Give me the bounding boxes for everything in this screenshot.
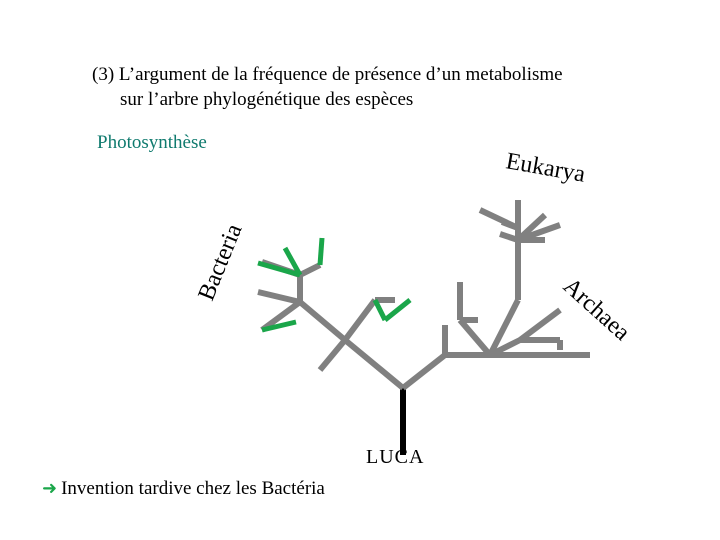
- luca-label: LUCA: [366, 446, 425, 468]
- archaea-branch: [520, 310, 560, 340]
- bacteria-branch: [258, 292, 300, 302]
- bacteria-branch: [300, 302, 345, 340]
- right-arrow-icon: ➜: [42, 478, 58, 499]
- photosynthesis-branch: [320, 238, 322, 265]
- bacteria-label: Bacteria: [193, 220, 248, 305]
- bacteria-branch: [345, 300, 375, 340]
- archaea-label: Archaea: [557, 273, 635, 346]
- bacteria-branch: [300, 265, 320, 275]
- title-line-1: (3) L’argument de la fréquence de présence d’un metabolisme: [92, 64, 563, 85]
- footnote: [42, 478, 325, 500]
- photosynthese-label: Photosynthèse: [97, 132, 207, 153]
- footnote-text: Invention tardive chez les Bactéria: [61, 478, 325, 499]
- eukarya-label: Eukarya: [503, 148, 588, 188]
- title-line-2: sur l’arbre phylogénétique des espèces: [120, 89, 414, 110]
- bacteria-branch: [345, 340, 403, 388]
- tree-branches: [258, 200, 590, 455]
- trunk-branch: [403, 355, 445, 388]
- archaea-branch: [460, 320, 490, 355]
- bacteria-branch: [320, 340, 345, 370]
